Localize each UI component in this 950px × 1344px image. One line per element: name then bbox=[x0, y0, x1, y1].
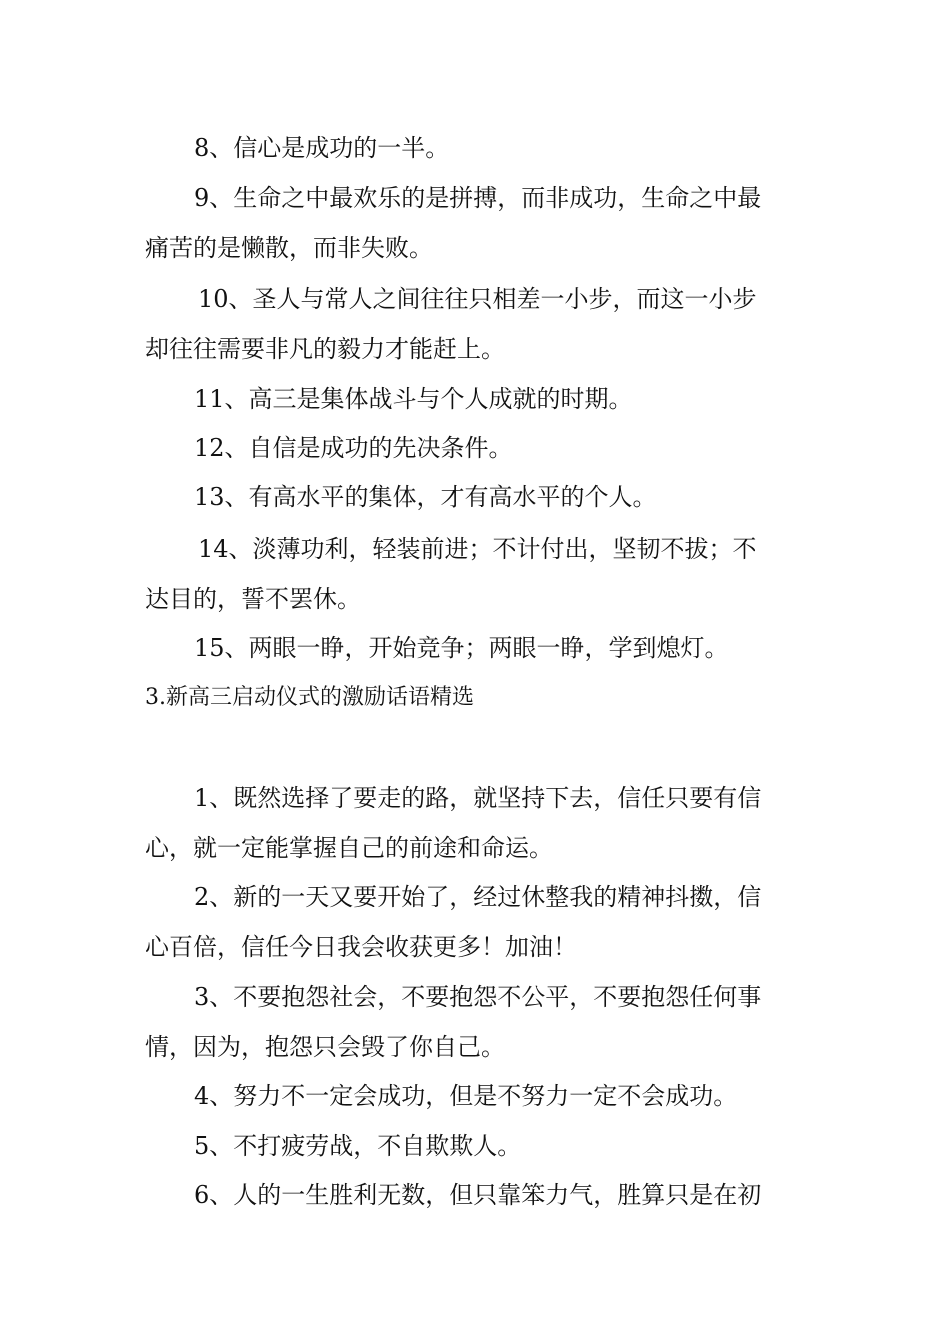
paragraph-line: 痛苦的是懒散，而非失败。 bbox=[145, 234, 433, 262]
paragraph-line: 达目的，誓不罢休。 bbox=[145, 585, 361, 613]
paragraph-line: 4、努力不一定会成功，但是不努力一定不会成功。 bbox=[194, 1082, 738, 1110]
paragraph-line: 14、淡薄功利，轻装前进；不计付出，坚韧不拔；不 bbox=[198, 535, 757, 563]
paragraph-line: 1、既然选择了要走的路，就坚持下去，信任只要有信 bbox=[194, 784, 762, 812]
paragraph-line: 15、两眼一睁，开始竞争；两眼一睁，学到熄灯。 bbox=[194, 634, 729, 662]
paragraph-line: 9、生命之中最欢乐的是拼搏，而非成功，生命之中最 bbox=[194, 184, 762, 212]
paragraph-line: 心百倍，信任今日我会收获更多！加油！ bbox=[145, 933, 577, 961]
paragraph-line: 3、不要抱怨社会，不要抱怨不公平，不要抱怨任何事 bbox=[194, 983, 762, 1011]
paragraph-line: 13、有高水平的集体，才有高水平的个人。 bbox=[194, 483, 657, 511]
paragraph-line: 11、高三是集体战斗与个人成就的时期。 bbox=[194, 385, 633, 413]
paragraph-line: 8、信心是成功的一半。 bbox=[194, 134, 450, 162]
paragraph-line: 心，就一定能掌握自己的前途和命运。 bbox=[145, 834, 553, 862]
paragraph-line: 情，因为，抱怨只会毁了你自己。 bbox=[145, 1033, 505, 1061]
paragraph-line: 6、人的一生胜利无数，但只靠笨力气，胜算只是在初 bbox=[194, 1181, 762, 1209]
paragraph-line: 10、圣人与常人之间往往只相差一小步，而这一小步 bbox=[198, 285, 757, 313]
paragraph-line: 5、不打疲劳战，不自欺欺人。 bbox=[194, 1132, 522, 1160]
paragraph-line: 2、新的一天又要开始了，经过休整我的精神抖擞，信 bbox=[194, 883, 762, 911]
section-heading: 3.新高三启动仪式的激励话语精选 bbox=[145, 685, 474, 710]
paragraph-line: 12、自信是成功的先决条件。 bbox=[194, 434, 513, 462]
paragraph-line: 却往往需要非凡的毅力才能赶上。 bbox=[145, 335, 505, 363]
